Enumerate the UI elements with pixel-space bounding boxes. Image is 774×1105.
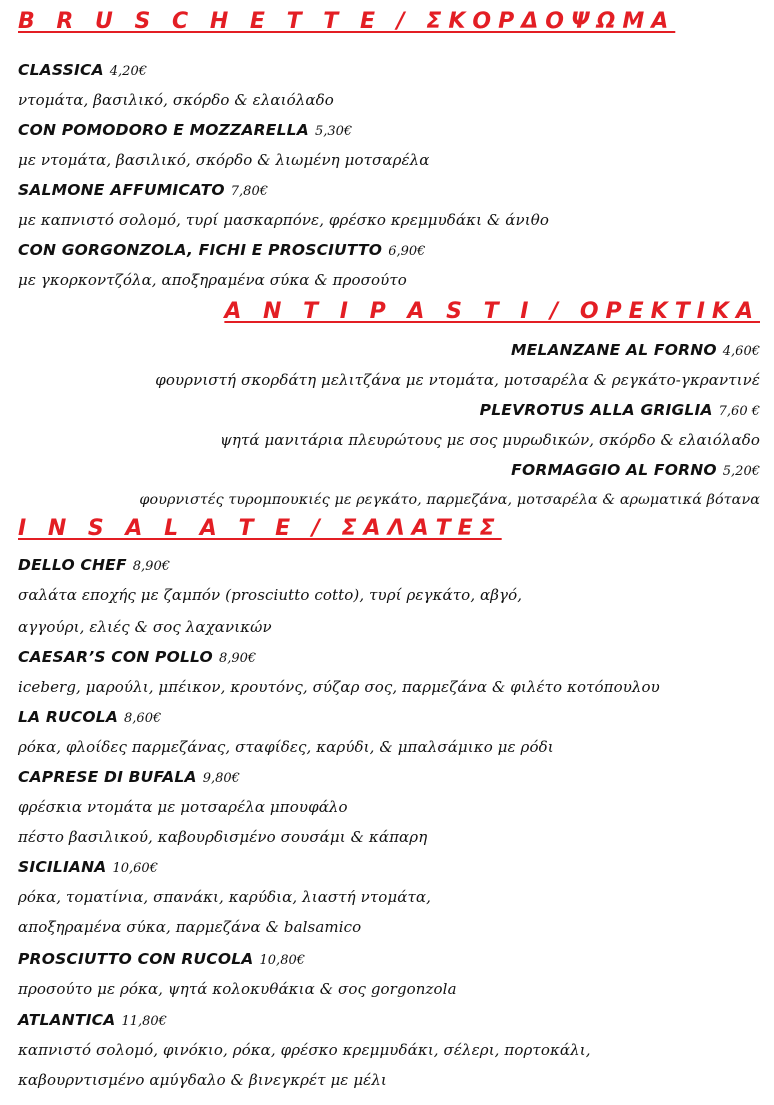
menu-item	[18, 707, 161, 729]
item-name: LA RUCOLA	[18, 708, 119, 726]
item-description: φουρνιστές τυρομπουκιές με ρεγκάτο, παρμεζάνα, μοτσαρέλα & αρωματικά βότανα	[139, 492, 760, 508]
item-description: iceberg, μαρούλι, μπέικον, κρουτόνς, σύζαρ σος, παρμεζάνα & φιλέτο κοτόπουλου	[18, 678, 660, 696]
section-title-bruschette: B R U S C H E T T E / ΣΚΟΡΔΟΨΩΜΑ	[18, 9, 676, 34]
item-price: 10,80€	[259, 953, 306, 968]
menu-item	[511, 460, 760, 482]
menu-item	[18, 240, 425, 262]
item-price: 6,90€	[388, 244, 426, 259]
item-description: φρέσκια ντομάτα με μοτσαρέλα μπουφάλο	[18, 798, 348, 816]
menu-item	[480, 400, 760, 422]
item-description: ρόκα, φλοίδες παρμεζάνας, σταφίδες, καρύδι, & μπαλσάμικο με ρόδι	[18, 738, 554, 756]
item-description: ντομάτα, βασιλικό, σκόρδο & ελαιόλαδο	[18, 91, 334, 109]
menu-item	[18, 120, 352, 142]
menu-item	[18, 180, 268, 202]
item-description: προσούτο με ρόκα, ψητά κολοκυθάκια & σος gorgonzola	[18, 980, 457, 998]
item-price: 8,90€	[218, 651, 257, 666]
menu-item	[18, 60, 147, 82]
item-price: 5,30€	[314, 124, 353, 139]
item-description: καπνιστό σολομό, φινόκιο, ρόκα, φρέσκο κρεμμυδάκι, σέλερι, πορτοκάλι,	[18, 1041, 591, 1059]
section-title-antipasti: A N T I P A S T I / OPEKTIKA	[224, 299, 760, 324]
item-name: CAESAR’S CON POLLO	[18, 648, 213, 666]
menu-item	[18, 857, 158, 879]
item-description: με ντομάτα, βασιλικό, σκόρδο & λιωμένη μοτσαρέλα	[18, 151, 430, 169]
item-name: SALMONE AFFUMICATO	[18, 181, 225, 199]
item-price: 4,20€	[109, 64, 147, 79]
item-price: 4,60€	[722, 344, 760, 359]
item-description: φουρνιστή σκορδάτη μελιτζάνα με ντομάτα, μοτσαρέλα & ρεγκάτο-γκραντινέ	[155, 371, 760, 389]
item-price: 8,60€	[124, 711, 162, 726]
item-name: CAPRESE DI BUFALA	[18, 768, 197, 786]
item-name: DELLO CHEF	[18, 556, 127, 574]
menu-item	[18, 647, 256, 669]
item-name: ATLANTICA	[18, 1011, 116, 1029]
menu-item	[511, 340, 760, 362]
menu-item	[18, 949, 305, 971]
item-name: CLASSICA	[18, 61, 104, 79]
item-name: MELANZANE AL FORNO	[511, 341, 717, 359]
item-description: αποξηραμένα σύκα, παρμεζάνα & balsamico	[18, 918, 362, 936]
item-description: με καπνιστό σολομό, τυρί μασκαρπόνε, φρέσκο κρεμμυδάκι & άνιθο	[18, 211, 549, 229]
item-description: πέστο βασιλικού, καβουρδισμένο σουσάμι & κάπαρη	[18, 828, 428, 846]
item-price: 11,80€	[121, 1014, 167, 1029]
item-name: CON GORGONZOLA, FICHI E PROSCIUTTO	[18, 241, 383, 259]
item-name: FORMAGGIO AL FORNO	[511, 461, 717, 479]
item-price: 5,20€	[722, 464, 760, 479]
item-name: PROSCIUTTO CON RUCOLA	[18, 950, 254, 968]
item-name: CON POMODORO E MOZZARELLA	[18, 121, 309, 139]
item-description: αγγούρι, ελιές & σος λαχανικών	[18, 618, 272, 636]
item-price: 9,80€	[202, 771, 240, 786]
item-name: SICILIANA	[18, 858, 107, 876]
item-price: 7,80€	[230, 184, 268, 199]
item-price: 10,60€	[112, 861, 158, 876]
item-description: σαλάτα εποχής με ζαμπόν (prosciutto cotto), τυρί ρεγκάτο, αβγό,	[18, 586, 523, 604]
item-description: ψητά μανιτάρια πλευρώτους με σος μυρωδικών, σκόρδο & ελαιόλαδο	[220, 431, 760, 449]
menu-item	[18, 1010, 167, 1032]
section-title-insalate: I N S A L A T E / ΣΑΛΑΤΕΣ	[18, 516, 502, 541]
menu-item	[18, 767, 240, 789]
item-description: ρόκα, τοματίνια, σπανάκι, καρύδια, λιαστή ντομάτα,	[18, 888, 431, 906]
item-price: 8,90€	[132, 559, 170, 574]
item-price: 7,60 €	[718, 404, 760, 419]
item-description: καβουρντισμένο αμύγδαλο & βινεγκρέτ με μέλι	[18, 1071, 387, 1089]
menu-item	[18, 555, 170, 577]
item-name: PLEVROTUS ALLA GRIGLIA	[479, 401, 713, 419]
item-description: με γκορκοντζόλα, αποξηραμένα σύκα & προσούτο	[18, 271, 407, 289]
